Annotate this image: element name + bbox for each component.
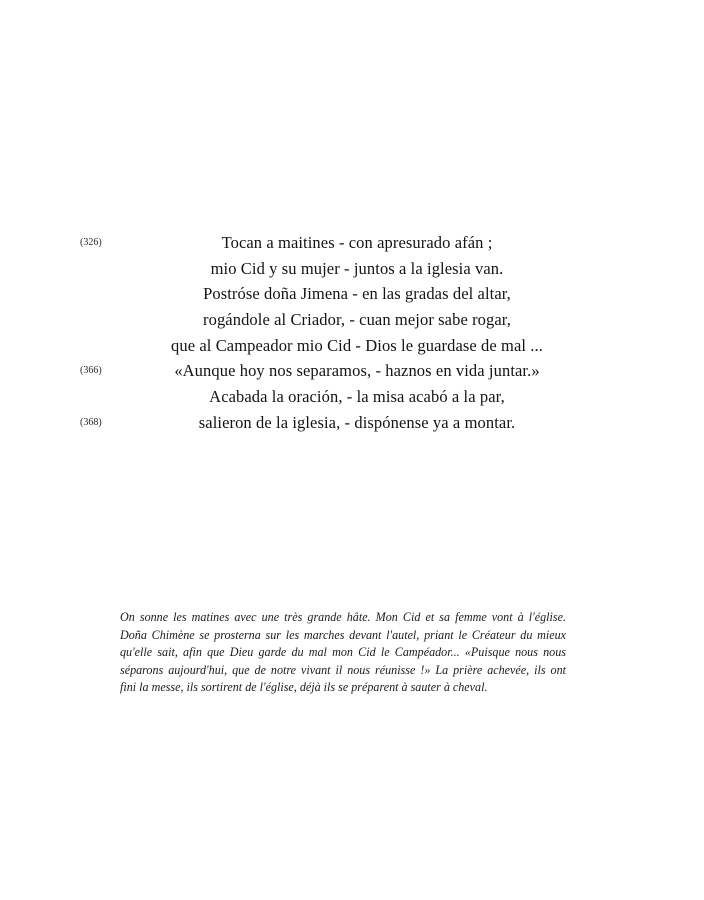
verse-number: (326) xyxy=(80,237,102,248)
translation-line: fini la messe, ils sortirent de l'église, déjà ils se préparent à sauter à cheval. xyxy=(120,680,488,694)
verse-text: Acabada la oración, - la misa acabó a la par, xyxy=(209,387,505,407)
translation-line: On sonne les matines avec une très grande hâte. Mon Cid et sa femme vont à l'église. xyxy=(120,610,566,624)
poem-line xyxy=(0,230,704,256)
poem-line xyxy=(0,384,704,410)
verse-text: rogándole al Criador, - cuan mejor sabe rogar, xyxy=(203,310,511,330)
verse-text: salieron de la iglesia, - dispónense ya a montar. xyxy=(198,412,516,432)
poem-line xyxy=(0,333,704,359)
spanish-poem xyxy=(0,230,704,436)
poem-line xyxy=(0,358,704,384)
verse-text: que al Campeador mio Cid - Dios le guardase de mal ... xyxy=(171,335,543,355)
verse-text: «Aunque hoy nos separamos, - haznos en vida juntar.» xyxy=(174,361,540,381)
poem-line xyxy=(0,307,704,333)
poem-line xyxy=(0,281,704,307)
verse-text: Tocan a maitines - con apresurado afán ; xyxy=(221,233,493,252)
translation-line: Doña Chimène se prosterna sur les marches devant l'autel, priant le Créateur du mieux xyxy=(120,627,566,642)
verse-number: (366) xyxy=(80,365,102,377)
poem-line xyxy=(0,256,704,282)
verse-number: (368) xyxy=(80,416,102,428)
verse-text: mio Cid y su mujer - juntos a la iglesia van. xyxy=(210,258,504,278)
french-translation xyxy=(120,609,566,697)
translation-line: qu'elle sait, afin que Dieu garde du mal mon Cid le Campéador... «Puisque nous nous xyxy=(120,645,566,659)
poem-line xyxy=(0,410,704,436)
verse-text: Postróse doña Jimena - en las gradas del altar, xyxy=(203,284,511,304)
translation-line: séparons aujourd'hui, que de notre vivant il nous réunisse !» La prière achevée, ils ont xyxy=(120,662,566,677)
